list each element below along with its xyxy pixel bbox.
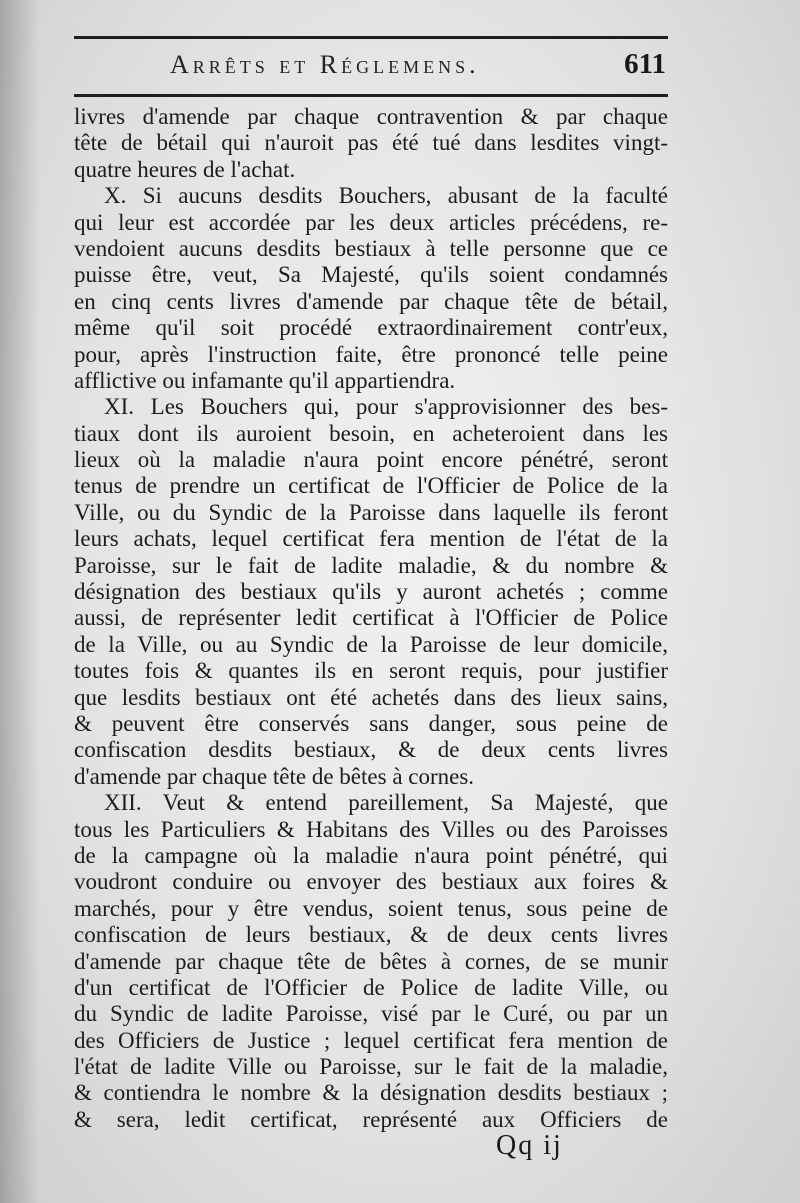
text-line: des Officiers de Justice ; lequel certificat fera mention de bbox=[74, 1027, 668, 1053]
text-line: afflictive ou infamante qu'il appartiendra. bbox=[74, 367, 456, 393]
text-line: marchés, pour y être vendus, soient tenus, sous peine de bbox=[74, 895, 668, 921]
text-line: X. Si aucuns desdits Bouchers, abusant de la faculté bbox=[104, 183, 668, 209]
text-line: même qu'il soit procédé extraordinairement contr'eux, bbox=[74, 315, 668, 341]
text-line: livres d'amende par chaque contravention & par chaque bbox=[74, 104, 668, 129]
signature-mark: Qq ij bbox=[496, 1130, 563, 1161]
text-line: toutes fois & quantes ils en seront requis, pour justifier bbox=[74, 658, 668, 684]
text-line: leurs achats, lequel certificat fera mention de l'état de la bbox=[74, 526, 668, 552]
text-line: XII. Veut & entend pareillement, Sa Majesté, que bbox=[104, 790, 668, 816]
text-line: de la campagne où la maladie n'aura point pénétré, qui bbox=[74, 842, 668, 868]
running-head bbox=[74, 48, 668, 86]
text-line: aussi, de représenter ledit certificat à l'Officier de Police bbox=[74, 605, 668, 631]
text-line: & contiendra le nombre & la désignation desdits bestiaux ; bbox=[74, 1080, 668, 1106]
text-line: quatre heures de l'achat. bbox=[74, 156, 296, 182]
text-line: tenus de prendre un certificat de l'Officier de Police de la bbox=[74, 473, 668, 499]
text-line: l'état de ladite Ville ou Paroisse, sur le fait de la maladie, bbox=[74, 1054, 668, 1080]
text-line: vendoient aucuns desdits bestiaux à telle personne que ce bbox=[74, 235, 668, 261]
text-line: de la Ville, ou au Syndic de la Paroisse de leur domicile, bbox=[74, 631, 668, 657]
text-line: confiscation de leurs bestiaux, & de deux cents livres bbox=[74, 922, 668, 948]
text-line: Paroisse, sur le fait de ladite maladie, & du nombre & bbox=[74, 552, 668, 578]
text-line: que lesdits bestiaux ont été achetés dans des lieux sains, bbox=[74, 684, 668, 710]
text-line: d'amende par chaque tête de bêtes à cornes, de se munir bbox=[74, 948, 668, 974]
text-line: voudront conduire ou envoyer des bestiaux aux foires & bbox=[74, 869, 668, 895]
text-line: & peuvent être conservés sans danger, sous peine de bbox=[74, 710, 668, 736]
running-head-title: Arrêts et Réglemens. bbox=[170, 50, 480, 79]
text-line: d'un certificat de l'Officier de Police de ladite Ville, ou bbox=[74, 974, 668, 1000]
text-line: désignation des bestiaux qu'ils y auront achetés ; comme bbox=[74, 579, 668, 605]
text-line: tiaux dont ils auroient besoin, en acheteroient dans les bbox=[74, 420, 668, 446]
header-rule-bottom bbox=[74, 94, 668, 97]
body-text bbox=[74, 104, 668, 1133]
spine-shadow bbox=[0, 0, 40, 1203]
text-line: tous les Particuliers & Habitans des Villes ou des Paroisses bbox=[74, 816, 668, 842]
text-line: pour, après l'instruction faite, être prononcé telle peine bbox=[74, 341, 668, 367]
text-line: en cinq cents livres d'amende par chaque tête de bétail, bbox=[74, 288, 668, 314]
text-line: XI. Les Bouchers qui, pour s'approvisionner des bes- bbox=[104, 394, 668, 420]
text-line: du Syndic de ladite Paroisse, visé par le Curé, ou par un bbox=[74, 1001, 668, 1027]
header-rule-top bbox=[74, 36, 668, 39]
text-line: tête de bétail qui n'auroit pas été tué dans lesdites vingt- bbox=[74, 130, 668, 156]
text-line: d'amende par chaque tête de bêtes à cornes. bbox=[74, 763, 475, 789]
text-line: lieux où la maladie n'aura point encore pénétré, seront bbox=[74, 447, 668, 473]
text-line: & sera, ledit certificat, représenté aux Officiers de bbox=[74, 1106, 668, 1132]
text-line: puisse être, veut, Sa Majesté, qu'ils soient condamnés bbox=[74, 262, 668, 288]
text-line: confiscation desdits bestiaux, & de deux cents livres bbox=[74, 737, 668, 763]
page-number: 611 bbox=[624, 48, 666, 80]
text-line: qui leur est accordée par les deux articles précédens, re- bbox=[74, 209, 668, 235]
text-line: Ville, ou du Syndic de la Paroisse dans laquelle ils feront bbox=[74, 499, 668, 525]
